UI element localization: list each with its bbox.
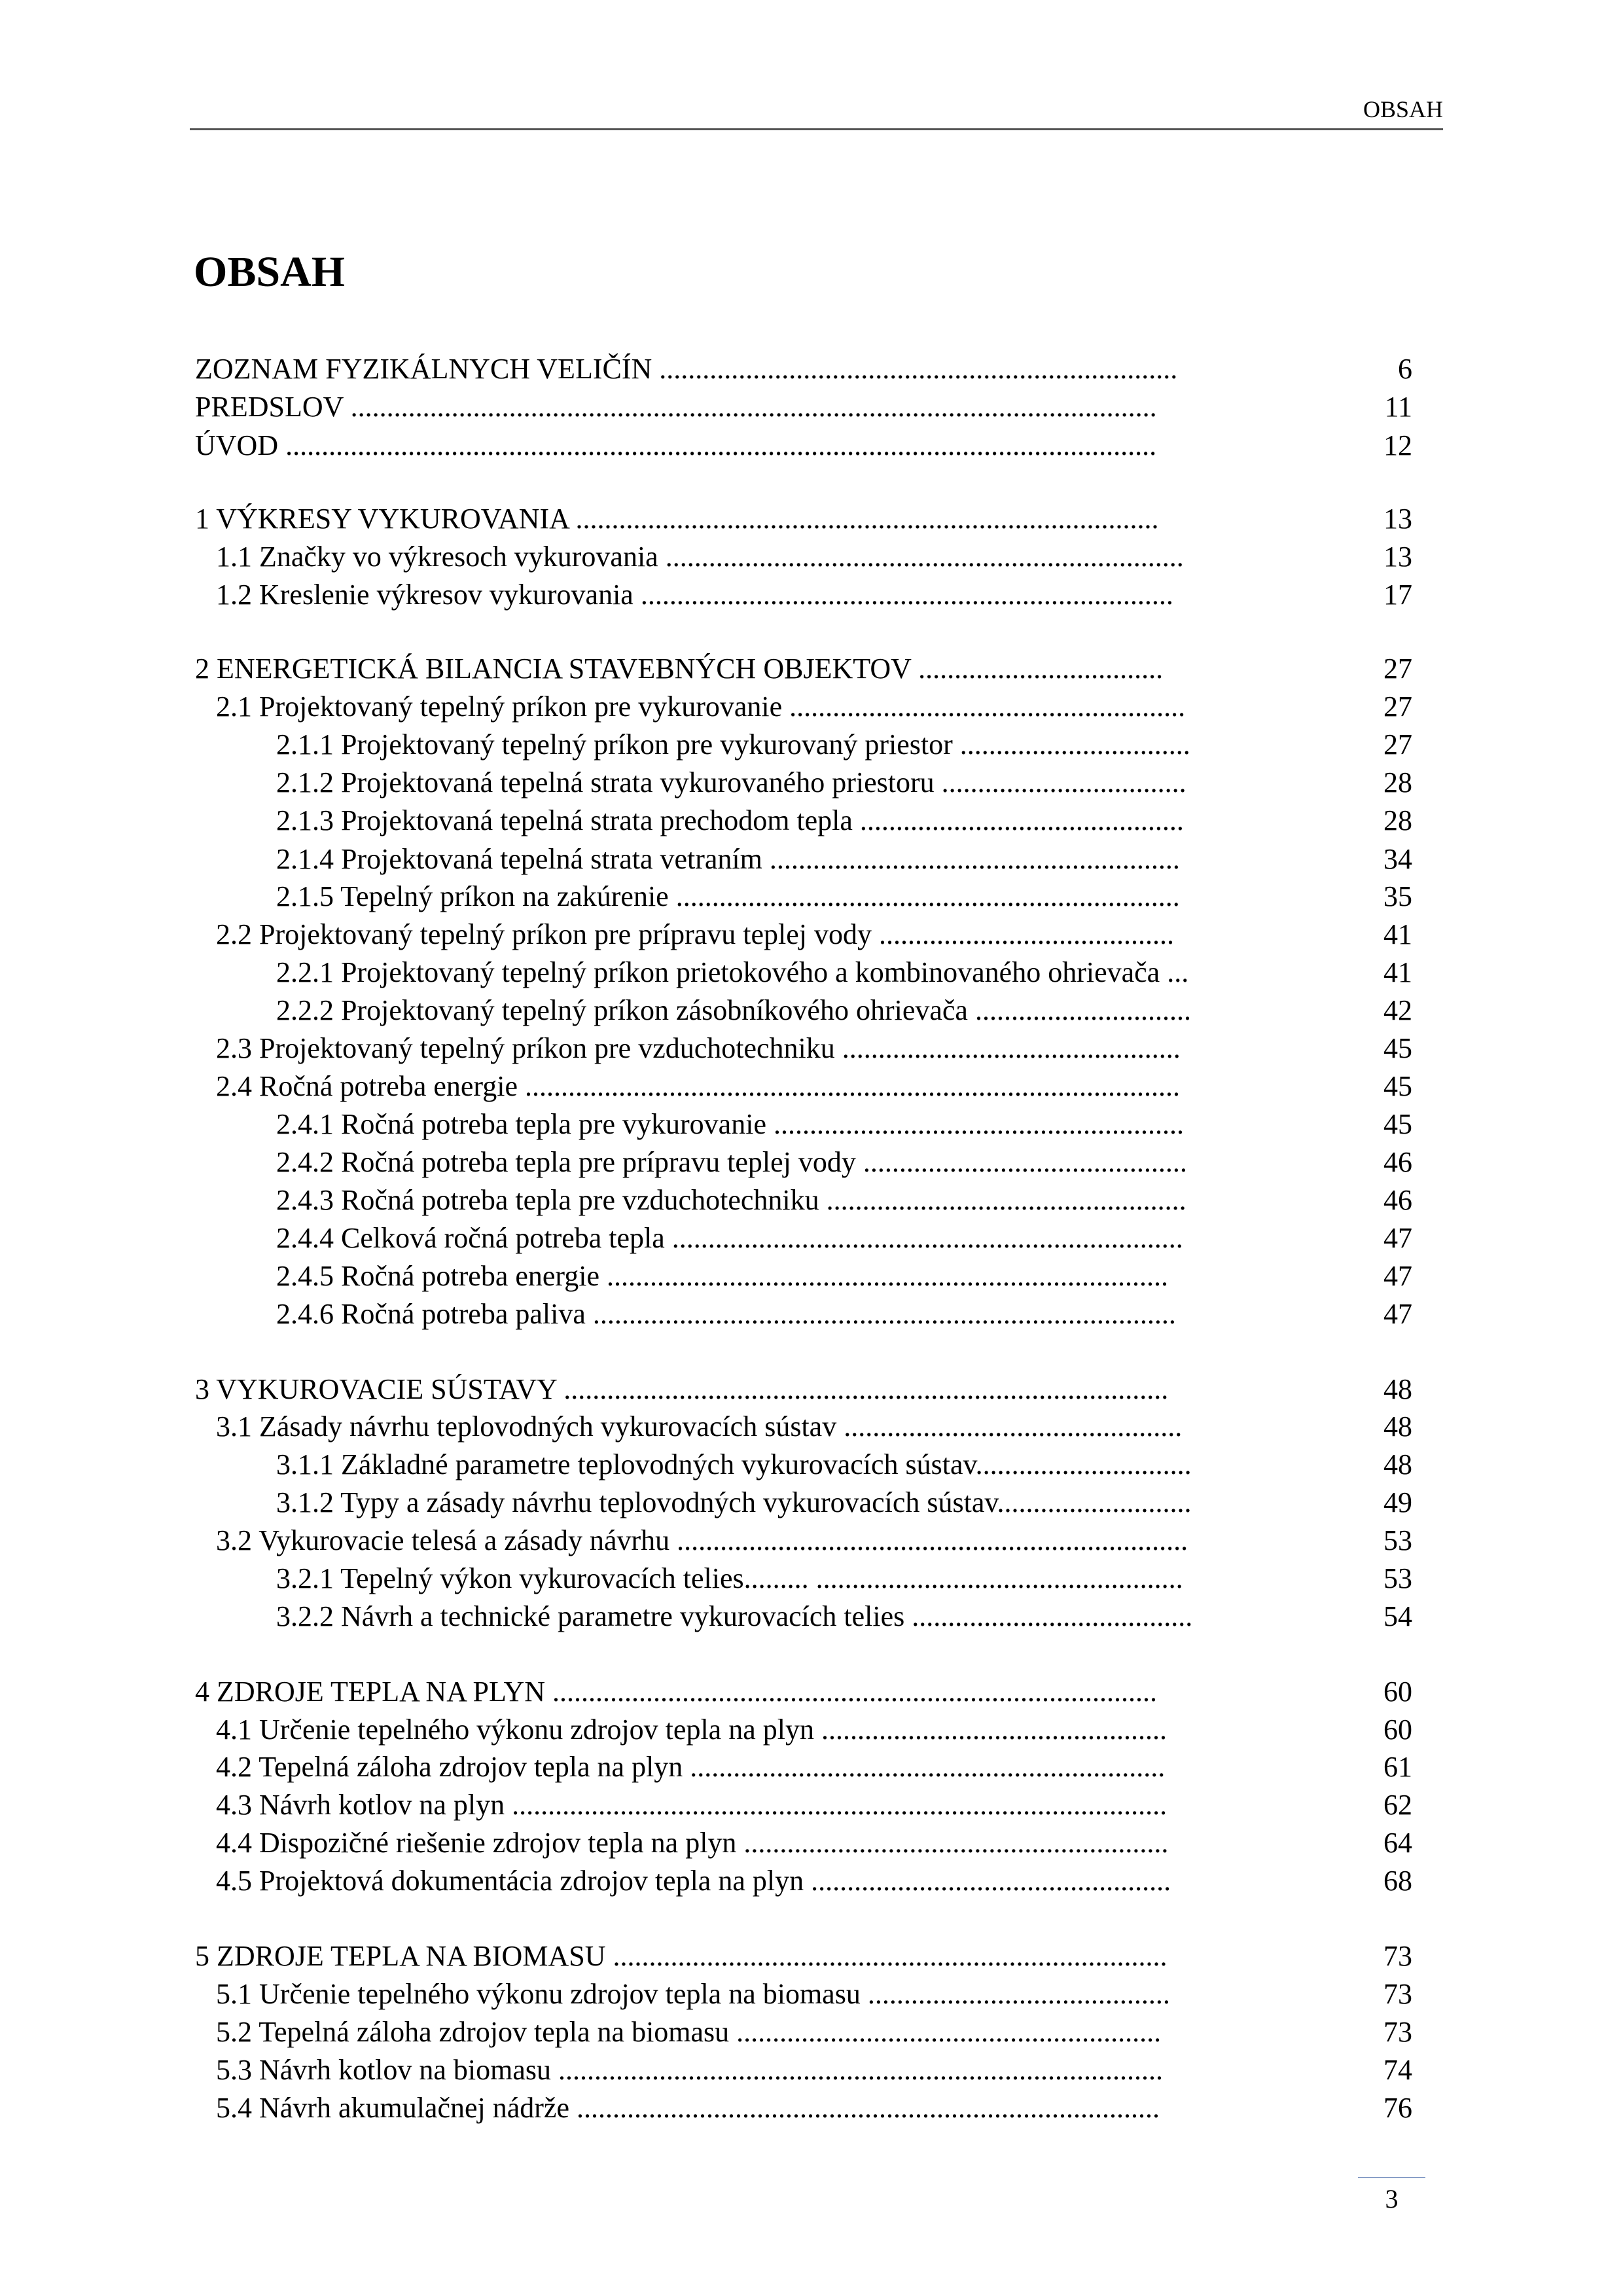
running-header: OBSAH (1363, 96, 1443, 122)
toc-entry (216, 1522, 1412, 1560)
toc-entry (276, 1181, 1412, 1219)
toc-entry (216, 1824, 1412, 1862)
toc-entry-page: 60 (1383, 1676, 1412, 1708)
toc-entry (276, 1598, 1412, 1636)
toc-entry-title: 2.2.1 Projektovaný tepelný príkon prietokového a kombinovaného ohrievača ... (276, 956, 1189, 988)
toc-entry (276, 1484, 1412, 1522)
toc-entry-page: 28 (1383, 804, 1412, 836)
toc-entry-title: 4.3 Návrh kotlov na plyn ........................................................................................... (216, 1789, 1168, 1821)
toc-entry-page: 64 (1383, 1827, 1412, 1859)
toc-entry-page: 45 (1383, 1032, 1412, 1064)
toc-entry-page: 48 (1383, 1373, 1412, 1405)
toc-entry (276, 992, 1412, 1030)
toc-entry (276, 954, 1412, 992)
toc-entry-page: 49 (1383, 1486, 1412, 1518)
toc-entry (276, 1560, 1412, 1598)
toc-entry-title: 3.2 Vykurovacie telesá a zásady návrhu ....................................................................... (216, 1524, 1188, 1556)
toc-entry-page: 61 (1383, 1751, 1412, 1783)
toc-entry (276, 1219, 1412, 1257)
toc-entry-title: 4.2 Tepelná záloha zdrojov tepla na plyn .................................................................. (216, 1751, 1166, 1783)
toc-entry-title: 2.4.6 Ročná potreba paliva ................................................................................. (276, 1298, 1176, 1330)
toc-entry-title: 2.4 Ročná potreba energie ........................................................................................... (216, 1070, 1181, 1102)
toc-entry-title: 3.1.1 Základné parametre teplovodných vykurovacích sústav.............................. (276, 1448, 1192, 1480)
toc-entry (276, 1143, 1412, 1181)
toc-entry (276, 1446, 1412, 1484)
toc-entry-page: 12 (1383, 429, 1412, 461)
toc-entry-title: 5 ZDROJE TEPLA NA BIOMASU ............................................................................. (195, 1940, 1168, 1972)
footer-rule (1358, 2177, 1425, 2178)
toc-entry-page: 34 (1383, 843, 1412, 875)
toc-entry (195, 500, 1412, 538)
toc-entry (216, 538, 1412, 576)
toc-entry (195, 427, 1412, 465)
toc-entry (195, 1673, 1412, 1711)
toc-entry-page: 13 (1383, 503, 1412, 535)
toc-entry-page: 46 (1383, 1146, 1412, 1178)
toc-entry (216, 688, 1412, 726)
toc-entry-page: 68 (1383, 1865, 1412, 1897)
toc-entry-title: 2.1 Projektovaný tepelný príkon pre vykurovanie ....................................................... (216, 691, 1186, 723)
toc-entry-title: 2.1.1 Projektovaný tepelný príkon pre vykurovaný priestor ................................ (276, 728, 1190, 761)
toc-entry (276, 840, 1412, 878)
toc-entry-title: 4.1 Určenie tepelného výkonu zdrojov tepla na plyn ................................................ (216, 1713, 1167, 1746)
toc-entry-title: 2 ENERGETICKÁ BILANCIA STAVEBNÝCH OBJEKTOV .................................. (195, 653, 1164, 685)
toc-entry-page: 41 (1383, 956, 1412, 988)
toc-entry-page: 45 (1383, 1108, 1412, 1140)
toc-entry (216, 2013, 1412, 2051)
toc-entry-page: 27 (1383, 691, 1412, 723)
toc-entry-page: 48 (1383, 1410, 1412, 1443)
toc-entry (216, 916, 1412, 954)
toc-entry-title: 5.1 Určenie tepelného výkonu zdrojov tepla na biomasu .......................................... (216, 1978, 1170, 2010)
toc-entry (276, 1295, 1412, 1333)
toc-entry (216, 1408, 1412, 1446)
toc-entry (216, 1786, 1412, 1824)
toc-entry-title: 2.1.2 Projektovaná tepelná strata vykurovaného priestoru .................................. (276, 766, 1186, 798)
toc-entry-title: PREDSLOV ................................................................................................................ (195, 391, 1157, 423)
toc-entry-page: 45 (1383, 1070, 1412, 1102)
toc-entry-title: 2.4.4 Celková ročná potreba tepla ....................................................................... (276, 1222, 1183, 1254)
toc-entry (216, 1862, 1412, 1900)
toc-entry (276, 1105, 1412, 1143)
toc-entry (276, 802, 1412, 840)
toc-entry-title: ZOZNAM FYZIKÁLNYCH VELIČÍN ........................................................................ (195, 353, 1178, 385)
toc-entry-page: 6 (1398, 353, 1412, 385)
toc-entry-title: 3.2.1 Tepelný výkon vykurovacích telies......... ................................................... (276, 1562, 1183, 1594)
toc-entry (195, 650, 1412, 688)
toc-entry-title: 2.4.3 Ročná potreba tepla pre vzduchotechniku .................................................. (276, 1184, 1186, 1216)
toc-entry-page: 60 (1383, 1713, 1412, 1746)
toc-entry-page: 11 (1384, 391, 1412, 423)
toc-entry (216, 1748, 1412, 1786)
toc-entry-title: 4 ZDROJE TEPLA NA PLYN .................................................................................... (195, 1676, 1158, 1708)
toc-entry-title: 2.2 Projektovaný tepelný príkon pre prípravu teplej vody ......................................... (216, 918, 1174, 950)
toc-entry-page: 47 (1383, 1260, 1412, 1292)
toc-entry-page: 73 (1383, 2016, 1412, 2048)
toc-entry-title: 3.1.2 Typy a zásady návrhu teplovodných vykurovacích sústav........................... (276, 1486, 1192, 1518)
toc-entry (195, 1371, 1412, 1408)
toc-entry (276, 1257, 1412, 1295)
toc-entry (216, 1711, 1412, 1749)
toc-entry-page: 28 (1383, 766, 1412, 798)
toc-entry-page: 76 (1383, 2092, 1412, 2124)
toc-entry-page: 53 (1383, 1562, 1412, 1594)
toc-entry-title: 2.4.2 Ročná potreba tepla pre prípravu teplej vody ............................................. (276, 1146, 1187, 1178)
toc-entry (276, 726, 1412, 764)
toc-entry (195, 350, 1412, 388)
toc-entry-page: 74 (1383, 2054, 1412, 2086)
toc-entry-title: 5.4 Návrh akumulačnej nádrže ................................................................................. (216, 2092, 1160, 2124)
toc-entry-title: 2.1.3 Projektovaná tepelná strata prechodom tepla ............................................. (276, 804, 1184, 836)
toc-entry-page: 13 (1383, 541, 1412, 573)
toc-entry-page: 41 (1383, 918, 1412, 950)
toc-entry-title: 3.2.2 Návrh a technické parametre vykurovacích telies ....................................... (276, 1600, 1193, 1632)
toc-entry-page: 27 (1383, 728, 1412, 761)
toc-entry-page: 73 (1383, 1978, 1412, 2010)
toc-entry-page: 42 (1383, 994, 1412, 1026)
toc-entry-title: 4.4 Dispozičné riešenie zdrojov tepla na plyn ........................................................... (216, 1827, 1169, 1859)
toc-entry-title: 5.2 Tepelná záloha zdrojov tepla na biomasu ........................................................... (216, 2016, 1162, 2048)
page-number: 3 (1385, 2184, 1399, 2214)
toc-entry-title: 4.5 Projektová dokumentácia zdrojov tepla na plyn .................................................. (216, 1865, 1171, 1897)
toc-entry-title: ÚVOD ......................................................................................................................... (195, 429, 1157, 461)
toc-entry (216, 2089, 1412, 2127)
toc-entry-title: 3.1 Zásady návrhu teplovodných vykurovacích sústav ............................................... (216, 1410, 1183, 1443)
toc-entry-page: 27 (1383, 653, 1412, 685)
toc-entry-page: 54 (1383, 1600, 1412, 1632)
toc-entry-title: 2.2.2 Projektovaný tepelný príkon zásobníkového ohrievača .............................. (276, 994, 1191, 1026)
toc-entry (195, 388, 1412, 426)
toc-entry-page: 62 (1383, 1789, 1412, 1821)
toc-entry-title: 2.4.5 Ročná potreba energie .............................................................................. (276, 1260, 1169, 1292)
toc-entry-title: 2.4.1 Ročná potreba tepla pre vykurovanie ......................................................... (276, 1108, 1184, 1140)
toc-entry (276, 764, 1412, 802)
toc-entry-page: 46 (1383, 1184, 1412, 1216)
toc-entry-title: 3 VYKUROVACIE SÚSTAVY .................................................................................... (195, 1373, 1169, 1405)
toc-entry (216, 1030, 1412, 1067)
toc-entry (195, 1937, 1412, 1975)
page-title: OBSAH (194, 248, 346, 296)
toc-entry-page: 35 (1383, 880, 1412, 912)
toc-entry (216, 1975, 1412, 2013)
toc-entry (216, 1067, 1412, 1105)
toc-entry-title: 1.1 Značky vo výkresoch vykurovania ........................................................................ (216, 541, 1184, 573)
toc-entry-title: 2.1.5 Tepelný príkon na zakúrenie ...................................................................... (276, 880, 1180, 912)
toc-entry-title: 5.3 Návrh kotlov na biomasu .................................................................................... (216, 2054, 1164, 2086)
toc-entry-title: 2.1.4 Projektovaná tepelná strata vetraním ......................................................... (276, 843, 1180, 875)
toc-entry (216, 2051, 1412, 2089)
toc-entry-title: 1 VÝKRESY VYKUROVANIA ................................................................................. (195, 503, 1159, 535)
toc-entry (276, 878, 1412, 916)
toc-entry-page: 73 (1383, 1940, 1412, 1972)
toc-entry-page: 47 (1383, 1298, 1412, 1330)
toc-entry (216, 576, 1412, 614)
toc-entry-page: 17 (1383, 579, 1412, 611)
toc-entry-page: 53 (1383, 1524, 1412, 1556)
toc-entry-title: 1.2 Kreslenie výkresov vykurovania .......................................................................... (216, 579, 1173, 611)
toc-entry-page: 47 (1383, 1222, 1412, 1254)
toc-entry-page: 48 (1383, 1448, 1412, 1480)
toc-entry-title: 2.3 Projektovaný tepelný príkon pre vzduchotechniku ............................................... (216, 1032, 1181, 1064)
